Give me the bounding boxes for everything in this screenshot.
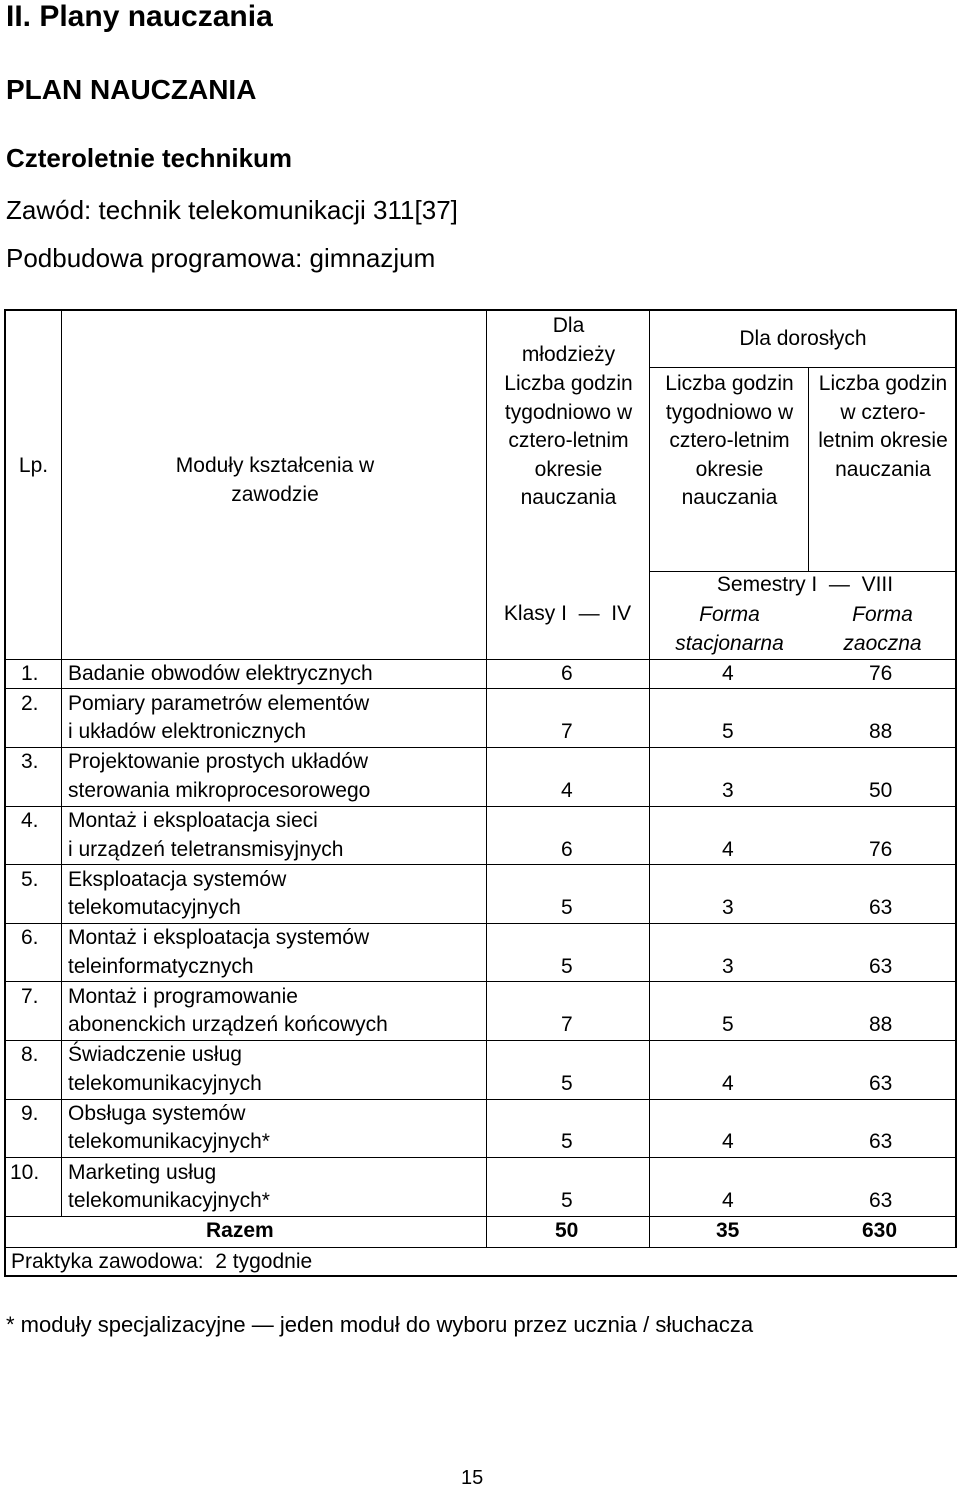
header-modules: Moduły kształcenia w zawodzie	[175, 454, 375, 506]
total-label: Razem	[206, 1219, 274, 1242]
row-10-module: Marketing usług	[68, 1161, 217, 1184]
footnote: * moduły specjalizacyjne — jeden moduł do wyboru przez ucznia / słuchacza	[6, 1312, 754, 1337]
row-2-adults-weekly: 5	[722, 720, 734, 743]
row-3-youth-hours: 4	[561, 779, 573, 802]
row-9-adults-total: 63	[869, 1130, 893, 1153]
header-adults: Dla dorosłych	[739, 327, 867, 350]
row-1-youth-hours: 6	[561, 662, 573, 685]
row-3-module-cont: sterowania mikroprocesorowego	[68, 779, 371, 802]
header-semesters: Semestry I — VIII	[716, 573, 894, 596]
total-youth-hours: 50	[555, 1219, 579, 1242]
row-6-adults-total: 63	[869, 955, 893, 978]
row-7-youth-hours: 7	[561, 1013, 573, 1036]
table-border-right	[955, 309, 957, 1247]
col-divider-3	[649, 309, 650, 1248]
row-divider-adults	[649, 367, 957, 368]
row-7-module-cont: abonenckich urządzeń końcowych	[68, 1013, 388, 1036]
row-2-youth-hours: 7	[561, 720, 573, 743]
total-adults-total: 630	[862, 1219, 898, 1242]
row-1-adults-total: 76	[869, 662, 893, 685]
row-10-lp: 10.	[10, 1161, 40, 1184]
row-4-module: Montaż i eksploatacja sieci	[68, 809, 318, 832]
header-form-extramural: Forma zaoczna	[843, 603, 922, 655]
col-divider-4	[808, 367, 809, 572]
header-youth-hours: Liczba godzin tygodniowo w cztero-letnim okresie nauczania	[504, 372, 633, 509]
row-5-module: Eksploatacja systemów	[68, 868, 287, 891]
row-5-lp: 5.	[21, 868, 39, 891]
header-adults-total: Liczba godzin w cztero-letnim okresie nauczania	[818, 372, 948, 481]
row-8-adults-weekly: 4	[722, 1072, 734, 1095]
row-7-lp: 7.	[21, 985, 39, 1008]
row-9-module-cont: telekomunikacyjnych*	[68, 1130, 270, 1153]
row-10-youth-hours: 5	[561, 1189, 573, 1212]
plan-title: PLAN NAUCZANIA	[6, 74, 257, 105]
row-1-module: Badanie obwodów elektrycznych	[68, 662, 373, 685]
header-lp: Lp.	[18, 454, 49, 477]
row-10-module-cont: telekomunikacyjnych*	[68, 1189, 270, 1212]
row-2-module: Pomiary parametrów elementów	[68, 692, 370, 715]
school-type: Czteroletnie technikum	[6, 143, 293, 173]
row-9-adults-weekly: 4	[722, 1130, 734, 1153]
row-8-module: Świadczenie usług	[68, 1043, 242, 1066]
col-divider-1	[61, 309, 62, 1216]
practice-note: Praktyka zawodowa: 2 tygodnie	[11, 1250, 313, 1273]
row-6-adults-weekly: 3	[722, 955, 734, 978]
row-10-adults-weekly: 4	[722, 1189, 734, 1212]
row-2-adults-total: 88	[869, 720, 893, 743]
row-2-lp: 2.	[21, 692, 39, 715]
row-6-module-cont: teleinformatycznych	[68, 955, 254, 978]
row-3-adults-total: 50	[869, 779, 893, 802]
row-6-lp: 6.	[21, 926, 39, 949]
row-5-module-cont: telekomutacyjnych	[68, 896, 241, 919]
row-9-module: Obsługa systemów	[68, 1102, 246, 1125]
row-7-adults-total: 88	[869, 1013, 893, 1036]
row-4-adults-weekly: 4	[722, 838, 734, 861]
page-number: 15	[461, 1467, 484, 1489]
row-5-adults-total: 63	[869, 896, 893, 919]
row-8-youth-hours: 5	[561, 1072, 573, 1095]
row-9-youth-hours: 5	[561, 1130, 573, 1153]
header-adults-weekly: Liczba godzin tygodniowo w cztero-letnim okresie nauczania	[665, 372, 794, 509]
row-6-youth-hours: 5	[561, 955, 573, 978]
row-4-lp: 4.	[21, 809, 39, 832]
row-4-module-cont: i urządzeń teletransmisyjnych	[68, 838, 344, 861]
row-7-module: Montaż i programowanie	[68, 985, 298, 1008]
row-3-module: Projektowanie prostych układów	[68, 750, 368, 773]
row-3-adults-weekly: 3	[722, 779, 734, 802]
table-border-top	[4, 309, 957, 311]
row-7-adults-weekly: 5	[722, 1013, 734, 1036]
row-3-lp: 3.	[21, 750, 39, 773]
row-8-adults-total: 63	[869, 1072, 893, 1095]
header-youth-classes: Klasy I — IV	[503, 602, 632, 625]
row-4-adults-total: 76	[869, 838, 893, 861]
curriculum-basis: Podbudowa programowa: gimnazjum	[6, 243, 436, 273]
row-1-adults-weekly: 4	[722, 662, 734, 685]
row-divider-9	[4, 1157, 957, 1158]
header-youth: Dla młodzieży	[521, 314, 616, 366]
profession-line: Zawód: technik telekomunikacji 311[37]	[6, 195, 458, 225]
row-5-youth-hours: 5	[561, 896, 573, 919]
row-6-module: Montaż i eksploatacja systemów	[68, 926, 370, 949]
total-adults-weekly: 35	[716, 1219, 740, 1242]
row-2-module-cont: i układów elektronicznych	[68, 720, 307, 743]
row-5-adults-weekly: 3	[722, 896, 734, 919]
col-divider-2	[486, 309, 487, 1248]
row-10-adults-total: 63	[869, 1189, 893, 1212]
row-8-module-cont: telekomunikacyjnych	[68, 1072, 262, 1095]
section-title: II. Plany nauczania	[6, 0, 273, 33]
row-9-lp: 9.	[21, 1102, 39, 1125]
row-1-lp: 1.	[21, 662, 39, 685]
row-8-lp: 8.	[21, 1043, 39, 1066]
row-4-youth-hours: 6	[561, 838, 573, 861]
header-form-stationary: Forma stacjonarna	[675, 603, 784, 655]
row-divider-10	[4, 1216, 957, 1217]
